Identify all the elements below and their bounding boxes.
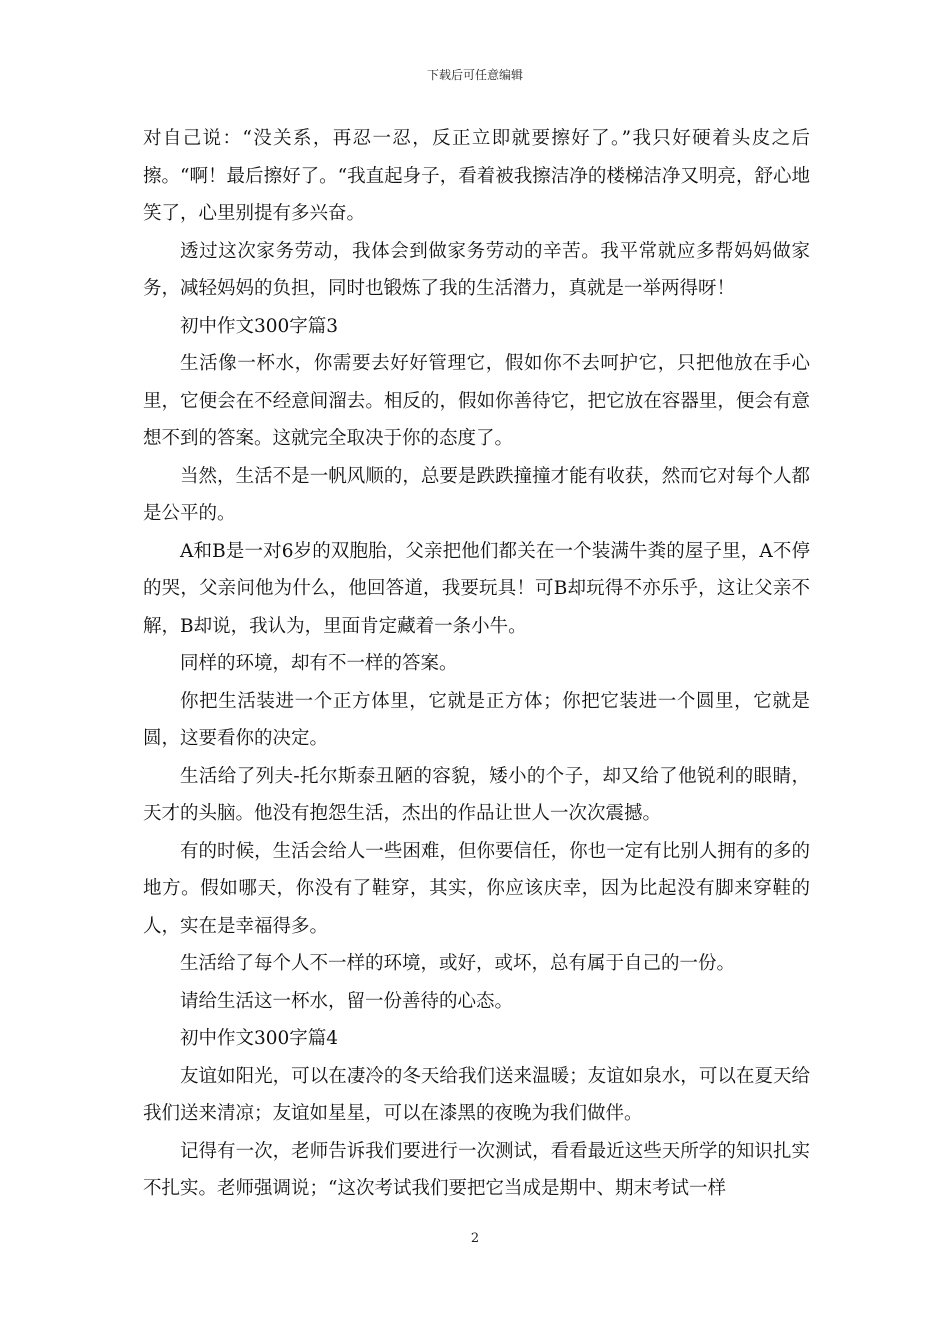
paragraph: 同样的环境，却有不一样的答案。	[180, 653, 458, 674]
section-heading: 初中作文300字篇4	[180, 1028, 339, 1049]
paragraph: 生活给了列夫-托尔斯泰丑陋的容貌，矮小的个子，却又给了他锐利的眼睛，天才的头脑。他没有抱怨生活，杰出的作品让世人一次次震撼。	[143, 765, 810, 824]
paragraph: 生活像一杯水，你需要去好好管理它，假如你不去呵护它，只把他放在手心里，它便会在不经意间溜去。相反的，假如你善待它，把它放在容器里，便会有意想不到的答案。这就完全取决于你的态度了。	[143, 353, 810, 449]
paragraph: 记得有一次，老师告诉我们要进行一次测试，看看最近这些天所学的知识扎实不扎实。老师强调说；“这次考试我们要把它当成是期中、期末考试一样	[143, 1140, 810, 1199]
document-body	[143, 120, 810, 1208]
header-note: 下载后可任意编辑	[426, 68, 523, 82]
paragraph: 友谊如阳光，可以在凄冷的冬天给我们送来温暖；友谊如泉水，可以在夏天给我们送来清凉；友谊如星星，可以在漆黑的夜晚为我们做伴。	[143, 1065, 810, 1124]
paragraph: 透过这次家务劳动，我体会到做家务劳动的辛苦。我平常就应多帮妈妈做家务，减轻妈妈的负担，同时也锻炼了我的生活潜力，真就是一举两得呀！	[143, 240, 810, 299]
paragraph: 对自己说：“没关系，再忍一忍，反正立即就要擦好了。”我只好硬着头皮之后擦。“啊！最后擦好了。“我直起身子，看着被我擦洁净的楼梯洁净又明亮，舒心地笑了，心里别提有多兴奋。	[143, 128, 810, 224]
page-number: 2	[470, 1231, 480, 1246]
paragraph: A和B是一对6岁的双胞胎，父亲把他们都关在一个装满牛粪的屋子里，A不停的哭，父亲问他为什么，他回答道，我要玩具！可B却玩得不亦乐乎，这让父亲不解，B却说，我认为，里面肯定藏着一条小牛。	[143, 540, 810, 637]
paragraph: 请给生活这一杯水，留一份善待的心态。	[180, 990, 514, 1012]
paragraph: 生活给了每个人不一样的环境，或好，或坏，总有属于自己的一份。	[180, 953, 736, 974]
paragraph: 当然，生活不是一帆风顺的，总要是跌跌撞撞才能有收获，然而它对每个人都是公平的。	[143, 465, 810, 524]
paragraph: 你把生活装进一个正方体里，它就是正方体；你把它装进一个圆里，它就是圆，这要看你的决定。	[143, 690, 810, 749]
section-heading: 初中作文300字篇3	[180, 315, 339, 337]
paragraph: 有的时候，生活会给人一些困难，但你要信任，你也一定有比别人拥有的多的地方。假如哪天，你没有了鞋穿，其实，你应该庆幸，因为比起没有脚来穿鞋的人，实在是幸福得多。	[143, 840, 810, 937]
